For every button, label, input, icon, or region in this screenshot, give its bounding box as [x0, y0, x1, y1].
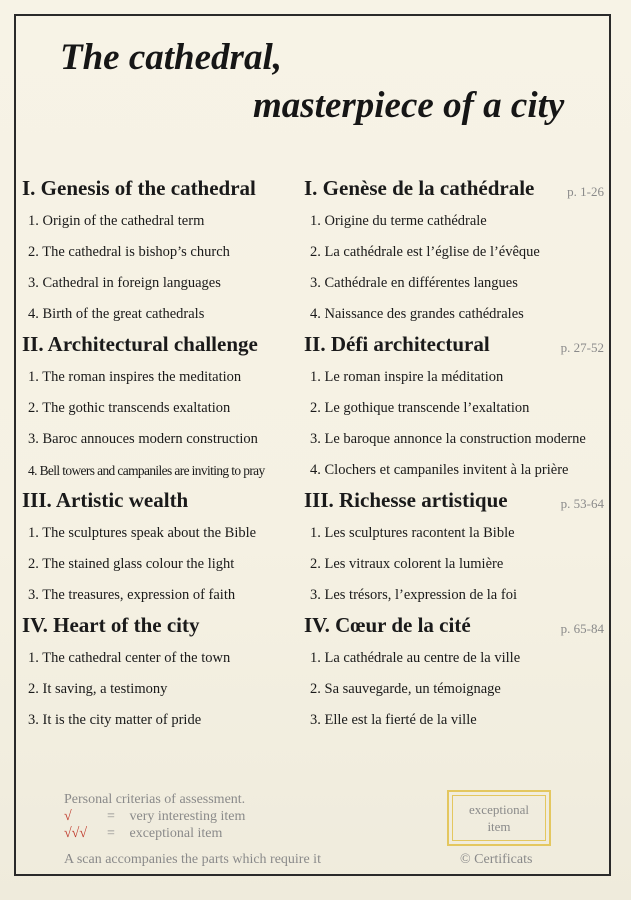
list-item-en: 1. The cathedral center of the town	[28, 650, 231, 666]
badge-line-2: item	[487, 819, 511, 834]
list-item-en: 3. The treasures, expression of faith	[28, 587, 236, 603]
title-line-2: masterpiece of a city	[253, 85, 565, 126]
list-item-en: 4. Birth of the great cathedrals	[28, 306, 205, 322]
legend-row	[64, 825, 245, 842]
list-item-fr: 3. Cathédrale en différentes langues	[310, 275, 518, 291]
list-item-en: 1. The sculptures speak about the Bible	[28, 525, 257, 541]
legend-text: exceptional item	[129, 826, 223, 841]
list-item-en: 2. The stained glass colour the light	[28, 556, 235, 572]
english-column	[22, 174, 294, 736]
page-range: p. 65-84	[560, 621, 604, 636]
section-heading-fr	[304, 611, 606, 643]
list-item-en: 1. The roman inspires the meditation	[28, 369, 242, 385]
list-item-fr: 1. La cathédrale au centre de la ville	[310, 650, 521, 666]
list-item-fr: 2. Les vitraux colorent la lumière	[310, 556, 504, 572]
section-title-fr: I. Genèse de la cathédrale	[304, 176, 535, 200]
section-heading-fr	[304, 330, 606, 362]
list-item-fr: 2. Le gothique transcende l’exaltation	[310, 400, 530, 416]
list-item-en: 2. The cathedral is bishop’s church	[28, 244, 230, 260]
list-item-fr: 2. La cathédrale est l’église de l’évêque	[310, 244, 540, 260]
check-icon: √	[64, 809, 72, 824]
page-range: p. 27-52	[560, 340, 604, 355]
list-item-fr: 1. Le roman inspire la méditation	[310, 369, 504, 385]
badge-line-1: exceptional	[469, 802, 529, 817]
legend-equals: =	[107, 809, 115, 824]
scan-note: A scan accompanies the parts which require it	[64, 852, 321, 867]
section-title-fr: IV. Cœur de la cité	[304, 613, 471, 637]
legend-row	[64, 808, 245, 825]
list-item-fr: 3. Elle est la fierté de la ville	[310, 712, 477, 728]
list-item-fr: 4. Clochers et campaniles invitent à la prière	[310, 462, 569, 478]
triple-check-icon: √√√	[64, 826, 88, 841]
page-range: p. 53-64	[560, 496, 604, 511]
legend-equals: =	[107, 826, 115, 841]
list-item-fr: 3. Les trésors, l’expression de la foi	[310, 587, 517, 603]
list-item-en: 3. Cathedral in foreign languages	[28, 275, 221, 291]
list-item-en: 3. Baroc annouces modern construction	[28, 431, 258, 447]
section-heading-fr	[304, 174, 606, 206]
list-item-fr: 2. Sa sauvegarde, un témoignage	[310, 681, 501, 697]
legend-text: very interesting item	[129, 809, 246, 824]
section-heading-en: II. Architectural challenge	[22, 332, 258, 356]
section-heading-en: III. Artistic wealth	[22, 488, 189, 512]
list-item-fr: 3. Le baroque annonce la construction moderne	[310, 431, 586, 447]
list-item-en: 4. Bell towers and campaniles are inviting to pray	[28, 463, 265, 478]
list-item-en: 1. Origin of the cathedral term	[28, 213, 205, 229]
title-line-1: The cathedral,	[60, 37, 282, 78]
section-heading-fr	[304, 486, 606, 518]
section-title-fr: II. Défi architectural	[304, 332, 490, 356]
legend-heading: Personal criterias of assessment.	[64, 792, 246, 807]
list-item-fr: 4. Naissance des grandes cathédrales	[310, 306, 524, 322]
list-item-fr: 1. Origine du terme cathédrale	[310, 213, 487, 229]
section-heading-en: IV. Heart of the city	[22, 613, 200, 637]
french-column	[304, 174, 606, 736]
exceptional-item-badge	[447, 790, 551, 846]
assessment-legend	[64, 791, 245, 842]
certificats-label: © Certificats	[460, 852, 533, 867]
section-heading-en: I. Genesis of the cathedral	[22, 176, 256, 200]
list-item-en: 2. The gothic transcends exaltation	[28, 400, 231, 416]
list-item-fr: 1. Les sculptures racontent la Bible	[310, 525, 515, 541]
section-title-fr: III. Richesse artistique	[304, 488, 508, 512]
badge-inner-frame	[452, 795, 546, 841]
list-item-en: 3. It is the city matter of pride	[28, 712, 202, 728]
list-item-en: 2. It saving, a testimony	[28, 681, 168, 697]
page-range: p. 1-26	[567, 184, 604, 199]
